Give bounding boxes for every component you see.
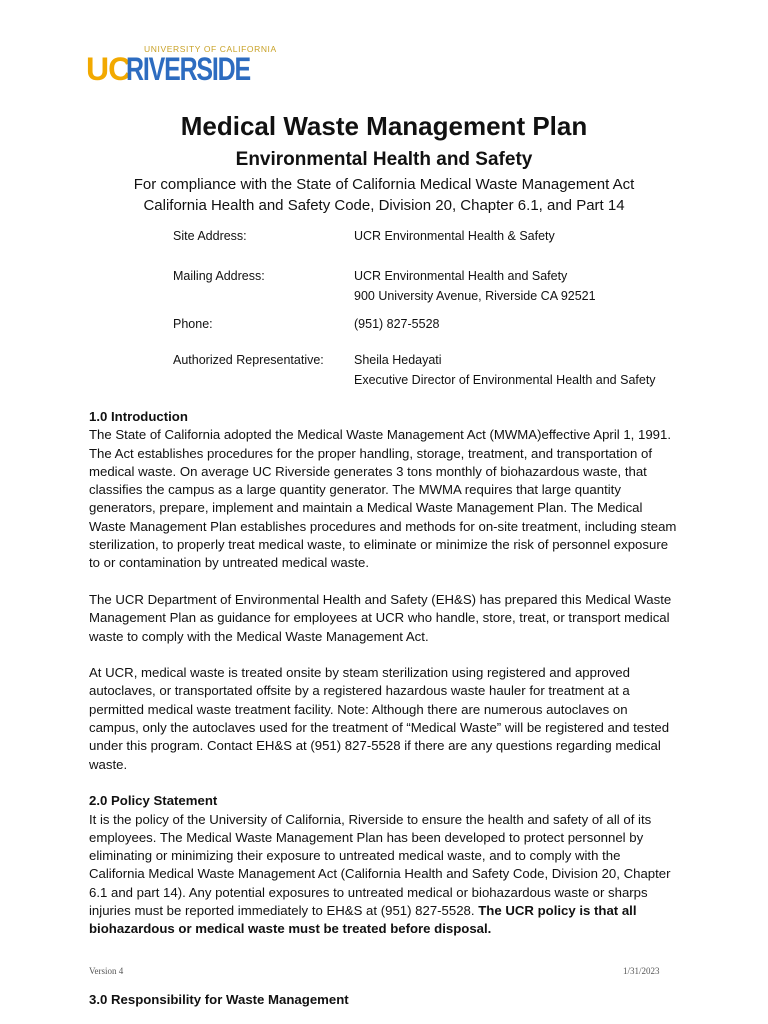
introduction-heading: 1.0 Introduction — [89, 409, 188, 424]
policy-statement-paragraph — [89, 811, 679, 939]
phone-label: Phone: — [173, 317, 213, 331]
mailing-address-line-1: UCR Environmental Health and Safety — [354, 269, 568, 283]
footer-version: Version 4 — [89, 966, 124, 976]
logo-uc-text: UC — [86, 51, 131, 87]
representative-title: Executive Director of Environmental Health and Safety — [354, 373, 656, 387]
page-title: Medical Waste Management Plan — [180, 111, 588, 141]
introduction-paragraph-2: The UCR Department of Environmental Health and Safety (EH&S) has prepared this Medical Waste Management Plan as guidance for employees at UCR who handle, store, treat, or transport medical waste to comply with the Medical Waste Management Act. — [89, 591, 672, 644]
phone-value: (951) 827-5528 — [354, 317, 440, 331]
representative-name: Sheila Hedayati — [354, 353, 442, 367]
policy-statement-text: It is the policy of the University of California, Riverside to ensure the health and safety of all of its employees. The Medical Waste Management Plan has been developed to protect personnel by eliminating or minimizing their exposure to untreated medical waste, and to comply with the California Medical Waste Management Act (California Health and Safety Code, Division 20, Chapter 6.1 and part 14). Any potential exposures to untreated medical or biohazardous waste or sharps injuries must be reported immediately to EH&S at (951) 827-5528. — [89, 811, 671, 919]
introduction-paragraph-3: At UCR, medical waste is treated onsite by steam sterilization using registered and approved autoclaves, or transportated offsite by a registered hazardous waste hauler for treatment at a permitted medical waste treatment facility. Note: Although there are numerous autoclaves on campus, only the autoclaves used for the treatment of “Medical Waste” will be registered and tested under this program. Contact EH&S at (951) 827-5528 if there are any questions regarding medical waste. — [89, 665, 670, 772]
page-subtitle: Environmental Health and Safety — [235, 149, 533, 170]
logo-riverside-text: RIVERSIDE — [126, 51, 251, 87]
uc-riverside-logo — [86, 44, 277, 88]
compliance-statement — [0, 175, 768, 216]
logo-university-text: UNIVERSITY OF CALIFORNIA — [144, 44, 277, 54]
mailing-address-value — [354, 266, 596, 306]
site-address-value: UCR Environmental Health & Safety — [354, 229, 555, 243]
mailing-address-line-2: 900 University Avenue, Riverside CA 92521 — [354, 289, 596, 303]
footer-date: 1/31/2023 — [623, 966, 660, 976]
compliance-line-2: California Health and Safety Code, Division 20, Chapter 6.1, and Part 14 — [143, 196, 625, 214]
introduction-paragraph-1: The State of California adopted the Medical Waste Management Act (MWMA)effective April 1, 1991. The Act establishes procedures for the proper handling, storage, treatment, and transportation of medical waste. On average UC Riverside generates 3 tons monthly of biohazardous waste, that classifies the campus as a large quantity generator. The MWMA requires that large quantity generators, prepare, implement and maintain a Medical Waste Management Plan. The Medical Waste Management Plan establishes procedures and methods for on-site treatment, including steam sterilization, to properly treat medical waste, to eliminate or minimize the risk of personnel exposure to or contamination by untreated medical waste. — [89, 427, 677, 571]
policy-statement-bold: The UCR policy is that all biohazardous or medical waste must be treated before disposal. — [89, 903, 637, 937]
mailing-address-label: Mailing Address: — [173, 269, 265, 283]
authorized-representative-value — [354, 350, 656, 390]
document-body — [89, 408, 679, 939]
compliance-line-1: For compliance with the State of California Medical Waste Management Act — [133, 176, 635, 193]
authorized-representative-label: Authorized Representative: — [173, 353, 324, 367]
responsibility-heading: 3.0 Responsibility for Waste Management — [89, 992, 349, 1007]
site-address-label: Site Address: — [173, 229, 247, 243]
policy-statement-heading: 2.0 Policy Statement — [89, 793, 218, 809]
